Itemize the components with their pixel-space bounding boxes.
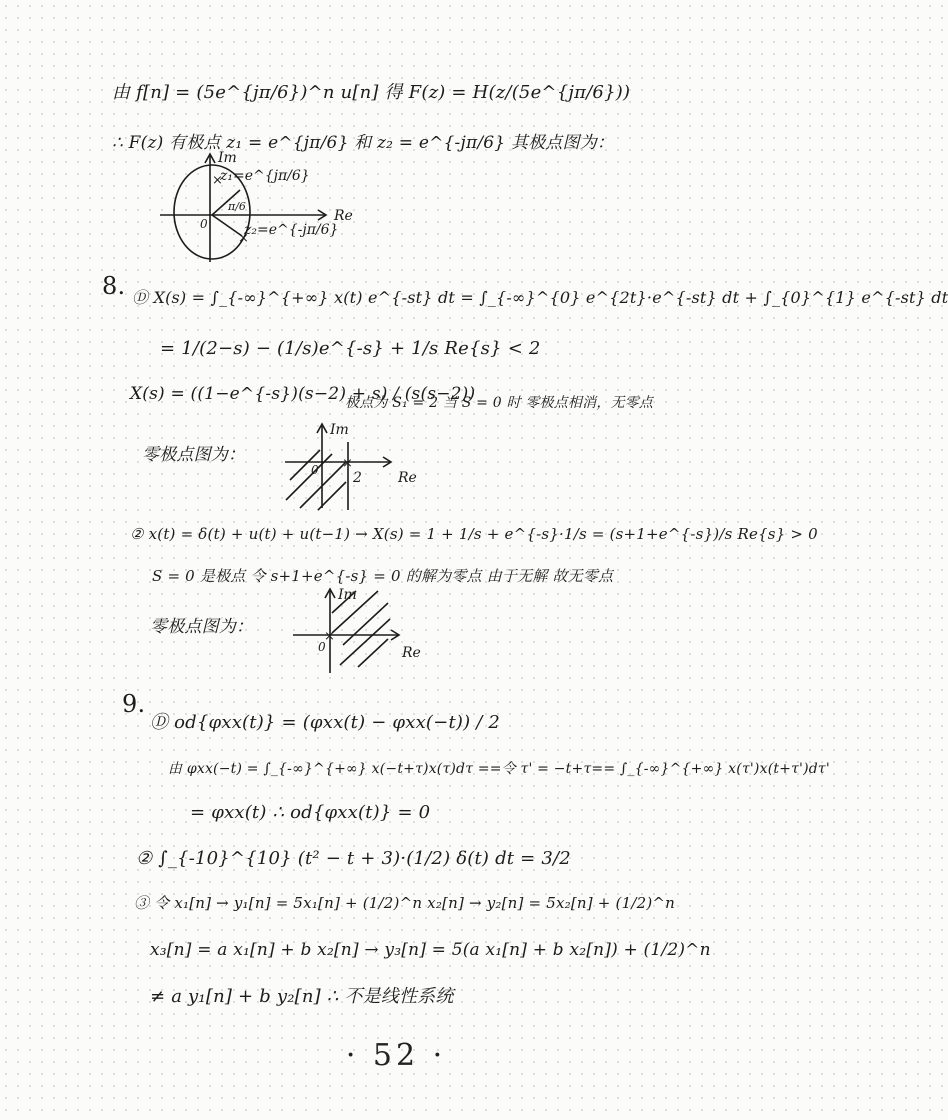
solution-line-3: Ⓓ X(s) = ∫_{-∞}^{+∞} x(t) e^{-st} dt = ∫_{-∞}^{0} e^{2t}·e^{-st} dt + ∫_{0}^{1} e^{-st} dt <box>132 288 948 307</box>
solution-line-9: 零极点图为： <box>150 617 254 637</box>
im-axis-label: Im <box>330 422 349 438</box>
pole-marker-z1: × <box>212 173 223 188</box>
solution-line-1: 由 f[n] = (5e^{jπ/6})^n u[n] 得 F(z) = H(z/(5e^{jπ/6})) <box>112 82 631 103</box>
origin-label: 0 <box>311 463 319 477</box>
problem-9-number: 9. <box>122 690 146 718</box>
re-axis-label: Re <box>398 470 417 486</box>
problem-8-number: 8. <box>102 272 126 300</box>
solution-line-12: = φxx(t) ∴ od{φxx(t)} = 0 <box>190 802 431 823</box>
im-axis-label: Im <box>338 587 357 603</box>
pole-z1-label: z₁=e^{jπ/6} <box>220 168 310 184</box>
page-number: · 52 · <box>345 1038 447 1073</box>
solution-line-7: ② x(t) = δ(t) + u(t) + u(t−1) → X(s) = 1 + 1/s + e^{-s}·1/s = (s+1+e^{-s})/s Re{s} > 0 <box>130 525 818 543</box>
solution-line-11: 由 φxx(−t) = ∫_{-∞}^{+∞} x(−t+τ)x(τ)dτ ==令 τ' = −t+τ== ∫_{-∞}^{+∞} x(τ')x(t+τ')dτ' <box>168 761 830 777</box>
solution-line-16: ≠ a y₁[n] + b y₂[n] ∴ 不是线性系统 <box>150 986 454 1007</box>
pole-marker-z2: × <box>238 231 249 246</box>
pole-marker: × <box>342 456 353 471</box>
pole-marker: × <box>324 629 335 644</box>
solution-line-5b: 极点为 S₁ = 2 当 S = 0 时 零极点相消，无零点 <box>345 395 654 411</box>
solution-line-15: x₃[n] = a x₁[n] + b x₂[n] → y₃[n] = 5(a x₁[n] + b x₂[n]) + (1/2)^n <box>150 940 711 960</box>
solution-line-6: 零极点图为： <box>142 445 246 465</box>
angle-label: π/6 <box>228 200 246 213</box>
solution-line-4: = 1/(2−s) − (1/s)e^{-s} + 1/s Re{s} < 2 <box>160 338 541 359</box>
solution-line-13: ② ∫_{-10}^{10} (t² − t + 3)·(1/2) δ(t) dt = 3/2 <box>136 848 571 869</box>
im-axis-label: Im <box>218 150 237 166</box>
re-axis-label: Re <box>402 645 421 661</box>
origin-label: 0 <box>200 217 208 231</box>
solution-line-8: S = 0 是极点 令 s+1+e^{-s} = 0 的解为零点 由于无解 故无零点 <box>152 567 614 585</box>
solution-line-14: ③ 令 x₁[n] → y₁[n] = 5x₁[n] + (1/2)^n x₂[n] → y₂[n] = 5x₂[n] + (1/2)^n <box>134 894 676 912</box>
pole-z2-label: z₂=e^{-jπ/6} <box>244 222 339 238</box>
origin-label: 0 <box>318 640 326 654</box>
re-axis-label: Re <box>334 208 353 224</box>
solution-line-2: ∴ F(z) 有极点 z₁ = e^{jπ/6} 和 z₂ = e^{-jπ/6} 其极点图为： <box>112 133 615 153</box>
solution-line-10: Ⓓ od{φxx(t)} = (φxx(t) − φxx(−t)) / 2 <box>150 712 501 733</box>
pole-zero-diagram-2 <box>280 420 450 515</box>
pole-zero-diagram-3 <box>288 585 448 675</box>
pole-value-label: 2 <box>353 470 362 486</box>
solution-line-5a: X(s) = ((1−e^{-s})(s−2) + s) / (s(s−2)) <box>130 384 476 404</box>
pole-zero-diagram-1 <box>150 150 353 265</box>
